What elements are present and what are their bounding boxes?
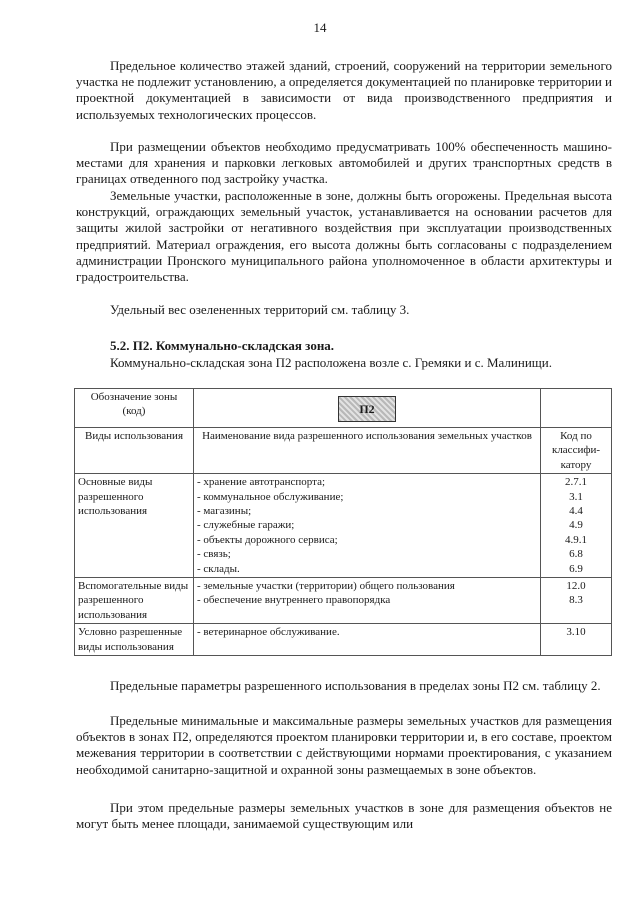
- row-kind-auxiliary: Вспомогательные виды разрешенного использования: [75, 578, 194, 624]
- paragraph-area: При этом предельные размеры земельных участков в зоне для размещения объектов не могут быть менее площади, занимаемой существующим или: [76, 800, 612, 832]
- table-row: [75, 474, 612, 578]
- list-item: - связь;: [197, 548, 231, 561]
- classifier-code: 6.8: [569, 548, 583, 561]
- table-row: [75, 389, 612, 428]
- classifier-code: 8.3: [569, 594, 583, 607]
- row-codes-main: [541, 474, 612, 578]
- zone-code-cell: [194, 389, 541, 428]
- list-item: - коммунальное обслуживание;: [197, 490, 344, 503]
- zone-usage-table: [74, 388, 612, 656]
- classifier-code: 2.7.1: [565, 476, 587, 489]
- paragraph-parking: При размещении объектов необходимо предусматривать 100% обеспеченность машино-местами для хранения и парковки легковых автомобилей и других транспортных средств в границах отведенного под застройку участка.: [76, 139, 612, 187]
- paragraph-fencing: Земельные участки, расположенные в зоне, должны быть огорожены. Предельная высота конструкций, ограждающих земельный участок, устанавливается на основании расчетов для защиты жилой застройки от негативного воздействия при эксплуатации производственных предприятий. Материал ограждения, его высота должны быть согласованы с подразделением администрации Пронского муниципального района уполномоченное в области архитектуры и градостроительства.: [76, 188, 612, 285]
- header-code: Код по классифи-катору: [541, 428, 612, 474]
- table-row: [75, 624, 612, 656]
- section-intro: Коммунально-складская зона П2 расположена возле с. Гремяки и с. Малинищи.: [110, 355, 552, 370]
- row-kind-conditional: Условно разрешенные виды использования: [75, 624, 194, 656]
- classifier-code: 3.10: [566, 626, 586, 639]
- list-item: - земельные участки (территории) общего пользования: [197, 580, 455, 593]
- classifier-code: 12.0: [566, 580, 586, 593]
- classifier-code: 4.4: [569, 505, 583, 518]
- classifier-code: 6.9: [569, 562, 583, 575]
- list-item: - склады.: [197, 562, 240, 575]
- header-kinds: Виды использования: [75, 428, 194, 474]
- row-codes-auxiliary: [541, 578, 612, 624]
- zone-label-cell: Обозначение зоны (код): [75, 389, 194, 428]
- section-heading: 5.2. П2. Коммунально-складская зона.: [110, 338, 335, 353]
- table-header-row: [75, 428, 612, 474]
- table-row: [75, 578, 612, 624]
- list-item: - ветеринарное обслуживание.: [197, 626, 340, 639]
- row-items-auxiliary: [194, 578, 541, 624]
- classifier-code: 4.9: [569, 519, 583, 532]
- header-name: Наименование вида разрешенного использования земельных участков: [194, 428, 541, 474]
- paragraph-sizes: Предельные минимальные и максимальные размеры земельных участков для размещения объектов в зонах П2, определяются проектом планировки территории и, в его составе, проектом межевания территории в соответствии с действующими нормами проектирования, с указанием необходимой санитарно-защитной и охранной зоны размещаемых в зоне объектов.: [76, 713, 612, 777]
- list-item: - магазины;: [197, 505, 252, 518]
- empty-cell: [541, 389, 612, 428]
- paragraph-floors: Предельное количество этажей зданий, строений, сооружений на территории земельного участка не подлежит установлению, а определяется документацией по планировке территории и проектной документацией в зависимости от вида производственного предприятия и используемых технологических процессов.: [76, 58, 612, 122]
- classifier-code: 4.9.1: [565, 533, 587, 546]
- list-item: - служебные гаражи;: [197, 519, 295, 532]
- paragraph-greenery: Удельный вес озелененных территорий см. таблицу 3.: [110, 302, 410, 317]
- classifier-code: 3.1: [569, 490, 583, 503]
- row-codes-conditional: [541, 624, 612, 656]
- row-items-conditional: [194, 624, 541, 656]
- paragraph-limits: Предельные параметры разрешенного использования в пределах зоны П2 см. таблицу 2.: [110, 678, 601, 693]
- zone-code-badge: П2: [338, 396, 396, 422]
- page-number: 14: [313, 20, 327, 35]
- list-item: - хранение автотранспорта;: [197, 476, 326, 489]
- row-kind-main: Основные виды разрешенного использования: [75, 474, 194, 578]
- list-item: - обеспечение внутреннего правопорядка: [197, 594, 391, 607]
- list-item: - объекты дорожного сервиса;: [197, 533, 338, 546]
- row-items-main: [194, 474, 541, 578]
